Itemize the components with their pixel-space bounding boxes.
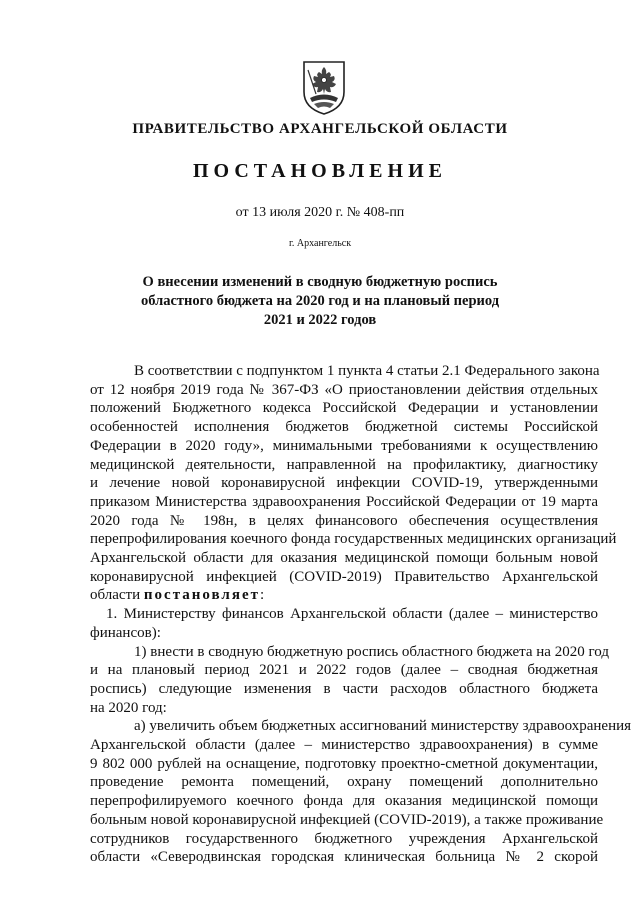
text-line: от 12 ноября 2019 года № 367-ФЗ «О приостановлении действия отдельных bbox=[90, 381, 598, 398]
text-line: коронавирусной инфекцией (COVID-2019) Правительство Архангельской bbox=[90, 568, 598, 585]
text-line: 2020 года № 198н, в целях финансового обеспечения осуществления bbox=[90, 512, 598, 529]
document-type-heading: ПОСТАНОВЛЕНИЕ bbox=[193, 160, 447, 182]
document-title bbox=[0, 273, 640, 330]
text-line: проведение ремонта помещений, охрану помещений дополнительно bbox=[90, 774, 598, 791]
text-line: положений Бюджетного кодекса Российской Федерации и установлении bbox=[90, 400, 598, 417]
document-date-number: от 13 июля 2020 г. № 408-пп bbox=[235, 205, 405, 220]
text-line: 1) внести в сводную бюджетную роспись областного бюджета на 2020 год bbox=[134, 643, 609, 660]
text-line: роспись) следующие изменения в части расходов областного бюджета bbox=[90, 680, 598, 697]
text-line: и лечение новой коронавирусной инфекции COVID-19, утвержденными bbox=[90, 475, 598, 492]
text-line: В соответствии с подпунктом 1 пункта 4 статьи 2.1 Федерального закона bbox=[134, 363, 600, 379]
title-line: областного бюджета на 2020 год и на плановый период bbox=[140, 293, 500, 309]
paragraph-subitem-1 bbox=[90, 643, 609, 718]
text-line: больным новой коронавирусной инфекцией (COVID-2019), а также проживание bbox=[90, 811, 604, 828]
text-line: и на плановый период 2021 и 2022 годов (далее – сводная бюджетная bbox=[90, 662, 598, 679]
text-line: области «Северодвинская городская клиническая больница № 2 скорой bbox=[90, 849, 598, 866]
text-line: на 2020 год: bbox=[90, 699, 167, 716]
text-fragment: области bbox=[90, 587, 141, 604]
resolution-keyword: постановляет bbox=[143, 587, 260, 604]
text-line: приказом Министерства здравоохранения Российской Федерации от 19 марта bbox=[90, 493, 598, 510]
text-line: а) увеличить объем бюджетных ассигнований министерству здравоохранения bbox=[134, 718, 632, 735]
text-line: финансов): bbox=[90, 624, 161, 641]
document-body bbox=[90, 362, 632, 867]
paragraph-subitem-a bbox=[90, 717, 632, 867]
paragraph-preamble bbox=[90, 362, 617, 605]
paragraph-item-1 bbox=[90, 605, 598, 642]
text-line: перепрофилирования коечного фонда государственных медицинских организаций bbox=[90, 531, 617, 548]
text-line: медицинской деятельности, направленной на профилактику, диагностику bbox=[90, 456, 598, 473]
title-line: 2021 и 2022 годов bbox=[263, 312, 377, 328]
text-line: особенностей исполнения бюджетов бюджетной системы Российской bbox=[90, 419, 598, 436]
text-line: 9 802 000 рублей на оснащение, подготовку проектно-сметной документации, bbox=[90, 755, 598, 772]
text-line: Архангельской области для оказания медицинской помощи больным новой bbox=[90, 550, 598, 567]
text-line: Федерации в 2020 году», минимальными требованиями к осуществлению bbox=[90, 437, 598, 454]
text-line bbox=[90, 586, 598, 605]
text-line: перепрофилируемого коечного фонда для оказания медицинской помощи bbox=[90, 793, 598, 810]
title-line: О внесении изменений в сводную бюджетную роспись bbox=[142, 274, 498, 290]
coat-of-arms-emblem bbox=[300, 58, 348, 116]
text-line: Архангельской области (далее – министерство здравоохранения) в сумме bbox=[90, 737, 598, 754]
text-line: 1. Министерству финансов Архангельской области (далее – министерство bbox=[106, 606, 598, 623]
document-city: г. Архангельск bbox=[288, 238, 352, 249]
text-line: сотрудников государственного бюджетного учреждения Архангельской bbox=[90, 830, 598, 847]
text-fragment: : bbox=[260, 587, 265, 604]
organization-heading: ПРАВИТЕЛЬСТВО АРХАНГЕЛЬСКОЙ ОБЛАСТИ bbox=[132, 121, 508, 137]
